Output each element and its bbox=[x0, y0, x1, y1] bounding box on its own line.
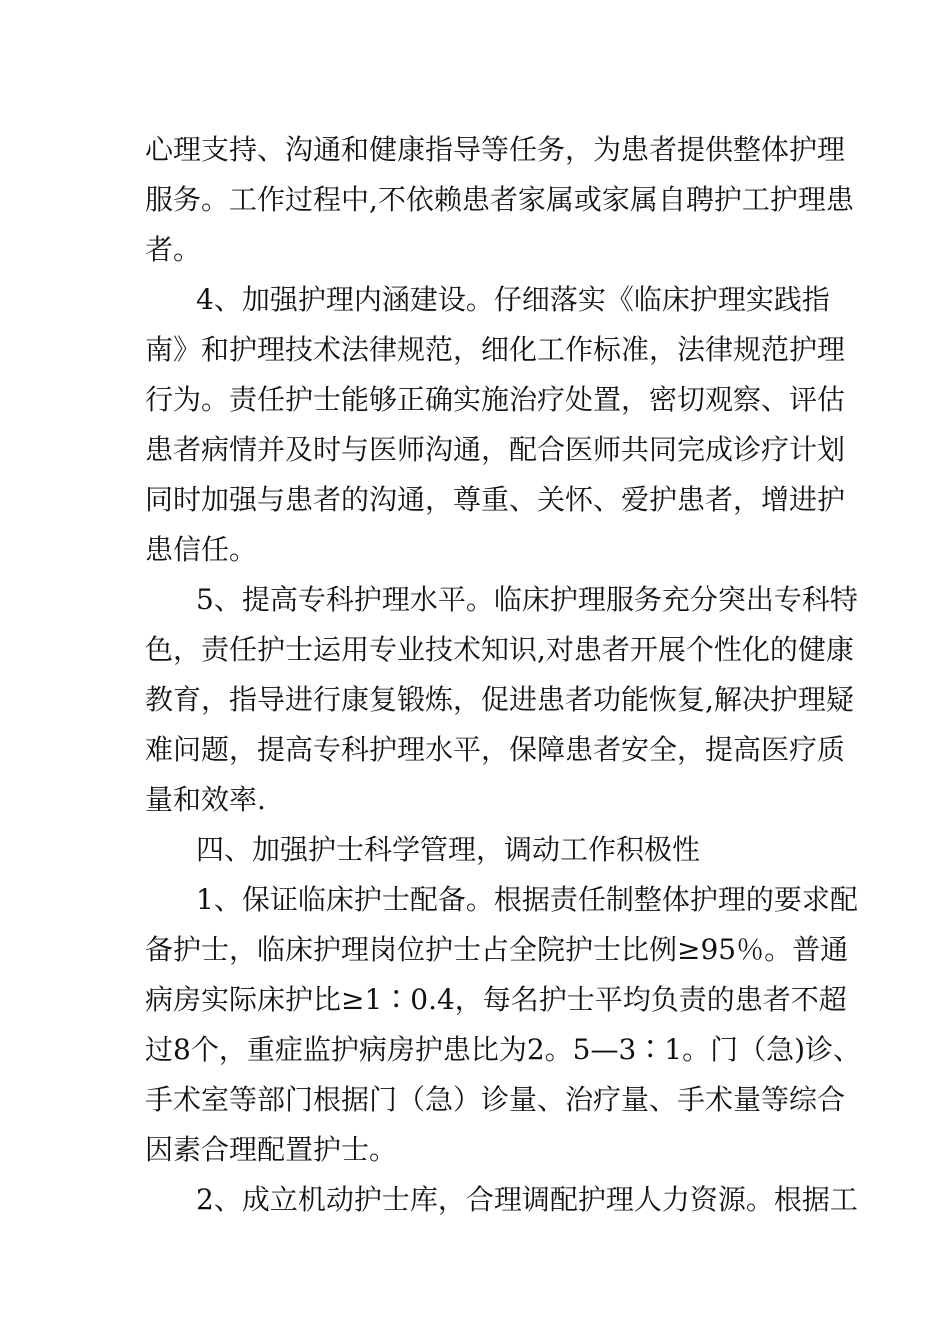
text-line: 南》和护理技术法律规范，细化工作标准，法律规范护理 bbox=[145, 333, 846, 366]
text-line: 过8个，重症监护病房护患比为2。5—3∶1。门（急)诊、 bbox=[145, 1033, 861, 1066]
text-line: 量和效率. bbox=[145, 783, 266, 816]
text-line: 教育，指导进行康复锻炼，促进患者功能恢复,解决护理疑 bbox=[145, 683, 854, 716]
text-line: 患者病情并及时与医师沟通，配合医师共同完成诊疗计划 bbox=[145, 433, 846, 466]
text-line: 同时加强与患者的沟通，尊重、关怀、爱护患者，增进护 bbox=[145, 483, 846, 516]
text-line: 心理支持、沟通和健康指导等任务，为患者提供整体护理 bbox=[145, 133, 846, 166]
text-line: 4、加强护理内涵建设。仔细落实《临床护理实践指 bbox=[196, 283, 830, 316]
text-line: 因素合理配置护士。 bbox=[145, 1133, 398, 1166]
text-line: 2、成立机动护士库，合理调配护理人力资源。根据工 bbox=[196, 1183, 858, 1216]
text-line: 色，责任护士运用专业技术知识,对患者开展个性化的健康 bbox=[145, 633, 854, 666]
text-line: 服务。工作过程中,不依赖患者家属或家属自聘护工护理患 bbox=[145, 183, 854, 216]
text-line: 病房实际床护比≥1∶0.4，每名护士平均负责的患者不超 bbox=[145, 983, 847, 1016]
text-line: 5、提高专科护理水平。临床护理服务充分突出专科特 bbox=[196, 583, 858, 616]
text-line: 难问题，提高专科护理水平，保障患者安全，提高医疗质 bbox=[145, 733, 846, 766]
text-line: 手术室等部门根据门（急）诊量、治疗量、手术量等综合 bbox=[145, 1083, 846, 1116]
text-line: 者。 bbox=[145, 233, 202, 266]
text-line: 行为。责任护士能够正确实施治疗处置，密切观察、评估 bbox=[145, 383, 846, 416]
text-line: 1、保证临床护士配备。根据责任制整体护理的要求配 bbox=[196, 883, 858, 916]
section-heading: 四、加强护士科学管理，调动工作积极性 bbox=[196, 833, 701, 866]
text-line: 患信任。 bbox=[145, 533, 258, 566]
text-line: 备护士，临床护理岗位护士占全院护士比例≥95％。普通 bbox=[145, 933, 849, 966]
